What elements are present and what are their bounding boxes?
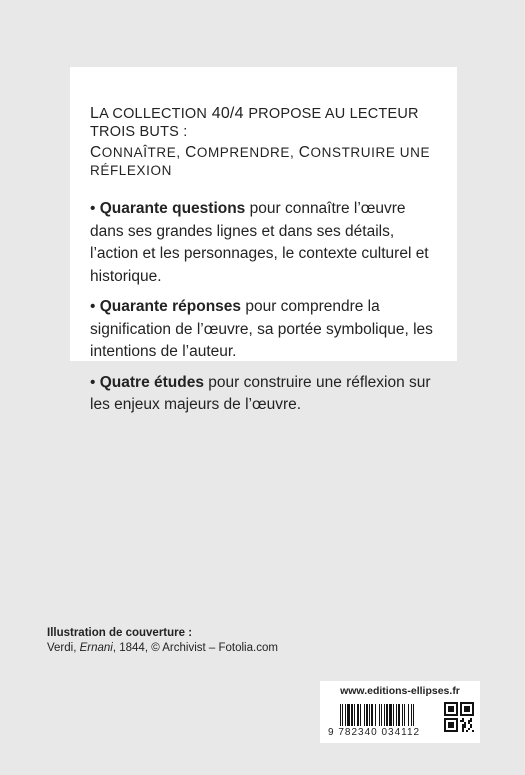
credit-title: Illustration de couverture : [47, 627, 193, 639]
publisher-website: www.editions-ellipses.fr [340, 685, 460, 697]
list-item: • Quarante réponses pour comprendre la signification de l’œuvre, sa portée symbolique, les intentions de l’auteur. [90, 298, 433, 360]
cover-illustration-credit [47, 626, 278, 656]
list-item: • Quatre études pour construire une réflexion sur les enjeux majeurs de l’œuvre. [90, 373, 431, 413]
credit-text: Verdi, Ernani, 1844, © Archivist – Fotolia.com [47, 642, 278, 654]
barcode-icon [340, 704, 440, 726]
collection-goals: CONNAÎTRE, COMPRENDRE, CONSTRUIRE UNE RÉFLEXION [90, 144, 431, 178]
list-item: • Quarante questions pour connaître l’œuvre dans ses grandes lignes et dans ses détails, l’action et les personnages, le contexte culturel et historique. [90, 200, 429, 285]
qr-code-icon [444, 702, 474, 732]
barcode-block [320, 681, 480, 743]
collection-intro: LA COLLECTION 40/4 PROPOSE AU LECTEUR TROIS BUTS : [90, 105, 419, 140]
isbn-number: 9 782340 034112 [328, 727, 421, 738]
collection-description-box [70, 67, 457, 413]
